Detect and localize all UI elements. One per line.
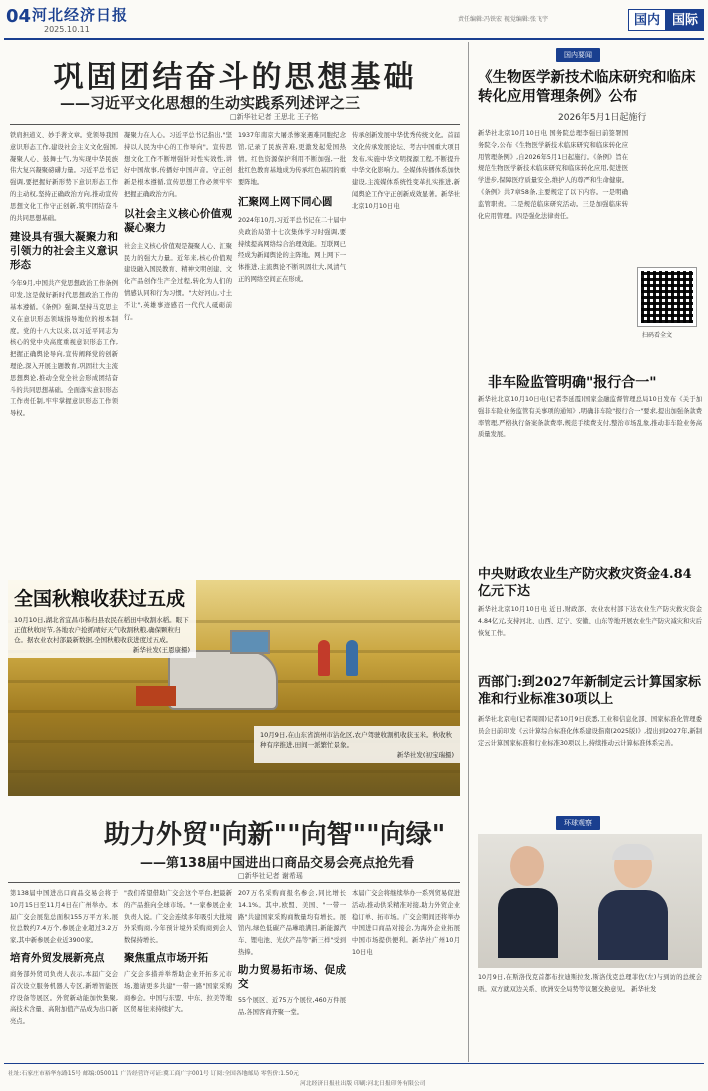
world-watch-badge: 环球观察 — [556, 816, 600, 830]
lead-subhead-2: 以社会主义核心价值观凝心聚力 — [124, 207, 232, 234]
qr-code[interactable] — [638, 268, 696, 326]
trade-column-1 — [10, 888, 118, 1058]
disaster-funds-headline: 中央财政农业生产防灾救灾资金4.84亿元下达 — [478, 567, 692, 599]
trade-column-2 — [124, 888, 232, 1058]
lead-byline: □新华社记者 王思北 王子铭 — [230, 113, 319, 121]
lead-col4-body: 传承创新发展中华优秀传统文化。首届文化传承发展论坛、考古中国重大项目发布,实施中华文明探源工程,不断提升中华文化影响力。全媒体传播体系加快建设,主流媒体系统性变革扎实推进,新闻舆论工作守正创新成效显著。新华社北京10月10日电 — [352, 132, 460, 210]
page-number: 04 — [6, 6, 32, 27]
trade-headline: 助力外贸"向新""向智""向绿" — [104, 820, 446, 850]
lead-column-4 — [352, 130, 460, 574]
lead-headline: 巩固团结奋斗的思想基础 — [53, 60, 417, 95]
trade-col4-body: 本届广交会将继续举办一系列贸易促进活动,推动供采精准对接,助力外贸企业稳订单、拓市场。广交会期间还将举办中国进口商品对接会,为海外企业拓展中国市场提供便利。新华社广州10月10日电 — [352, 890, 460, 956]
issue-date: 2025.10.11 — [44, 25, 90, 34]
lead-col2-body2: 社会主义核心价值观是凝聚人心、汇聚民力的强大力量。近年来,核心价值观建设融入国民教育、精神文明创建、文化产品创作生产全过程,转化为人们的情感认同和行为习惯。"大好河山,寸土不让",英雄事迹感召一代代人砥砺前行。 — [124, 242, 232, 321]
lead-col1-body: 今年9月,中国共产党思想政治工作条例印发,这是做好新时代思想政治工作的基本遵循。《条例》强调,坚持马克思主义在意识形态领域指导地位的根本制度。党的十八大以来,以习近平同志为核心的党中央高度重视意识形态工作,把握正确舆论导向,宣传阐释党的创新理论,深入开展主题教育,巩固壮大主流思想舆论,推动全党全社会形成团结奋斗的共同思想基础。全面落实意识形态工作责任制,牢牢掌握意识形态工作领导权。 — [10, 280, 118, 418]
harvest-photo — [8, 580, 460, 796]
leaders-photo — [478, 834, 702, 968]
trade-subhead-3: 助力贸易拓市场、促成交 — [238, 963, 346, 990]
trade-subhead-1: 培育外贸发展新亮点 — [10, 951, 105, 964]
footer-info: 社址:石家庄市裕华东路15号 邮编:050011 广告经营许可证:冀工商广字001号 订阅:全国各地邮局 零售价:1.50元 — [8, 1071, 299, 1077]
regulation-body: 新华社北京10月10日电 国务院总理李强日前签署国务院令,公布《生物医学新技术临床研究和临床转化应用管理条例》,自2026年5月1日起施行。《条例》旨在规范生物医学新技术临床研究和临床转化应用,促进医学进步,保障医疗质量安全,维护人的尊严和生命健康。《条例》共7章58条,主要规定了以下内容。一是明确监管职责。二是规范临床研究活动。三是加强临床转化应用管理。四是强化法律责任。 — [478, 130, 628, 220]
figure-right — [598, 844, 668, 954]
lead-subhead-3: 汇聚网上网下同心圆 — [238, 195, 333, 208]
trade-subhead-2: 聚焦重点市场开拓 — [124, 951, 208, 964]
disaster-funds-body: 新华社北京10月10日电 近日,财政部、农业农村部下达农业生产防灾救灾资金4.84亿元,支持河北、山西、辽宁、安徽、山东等地开展农业生产防灾减灾和灾后恢复工作。 — [478, 606, 702, 637]
trade-column-4 — [352, 888, 460, 1058]
footer-publisher: 河北经济日报社出版 印刷:河北日报印务有限公司 — [300, 1081, 426, 1087]
leaders-caption-text: 10月9日,在斯洛伐克首都布拉迪斯拉发,斯洛伐克总理菲佐(左)与到访的总统会晤。双方就双边关系、欧洲安全局势等议题交换意见。 — [478, 974, 702, 993]
lead-subheadline: ——习近平文化思想的生动实践系列述评之三 — [60, 94, 361, 112]
trade-subheadline: ——第138届中国进出口商品交易会亮点抢先看 — [140, 856, 415, 871]
trade-col2-body: "我们希望借助广交会这个平台,把最新的产品推向全球市场。"一家参展企业负责人说。广交会连续多年吸引大批境外采购商,今年预计境外采购商到会人数保持增长。 — [124, 890, 232, 945]
harvest-caption-2: 10月9日,在山东省滨州市沾化区,农户驾驶收割机收获玉米。秋收秋种有序推进,田间一派繁忙景象。 — [260, 731, 453, 749]
section-tag-international[interactable]: 国际 — [666, 9, 704, 31]
farmer-figure — [318, 640, 330, 676]
masthead-rule — [4, 38, 704, 40]
trade-byline: □新华社记者 谢希瑶 — [238, 872, 303, 880]
harvest-caption-box — [8, 580, 196, 658]
lead-subhead-1: 建设具有强大凝聚力和引领力的社会主义意识形态 — [10, 231, 118, 272]
editors-credit: 责任编辑:冯铁宏 视觉编辑:张飞宇 — [458, 16, 548, 23]
qr-label: 扫码看全文 — [642, 332, 673, 339]
trade-col1-body2: 商务部外贸司负责人表示,本届广交会首次设立服务机器人专区,新增智能医疗设备等展区。外贸新动能加快集聚,高技术含量、高附加值产品成为出口新亮点。 — [10, 970, 118, 1026]
insurance-body: 新华社北京10月10日电(记者李延霞)国家金融监督管理总局10日发布《关于加强非车险业务监管有关事项的通知》,明确非车险"报行合一"要求,提出加强条款费率管理,严格执行备案条款费率,规范手续费支付,整治市场乱象,推动非车险业务高质量发展。 — [478, 396, 702, 439]
trade-rule — [8, 882, 460, 883]
paper-name: 河北经济日报 — [32, 6, 129, 24]
footer-rule — [4, 1063, 704, 1064]
lead-column-2 — [124, 130, 232, 574]
harvester-illustration — [168, 650, 278, 710]
leaders-credit: 新华社发 — [631, 985, 657, 993]
regulation-headline: 《生物医学新技术临床研究和临床转化应用管理条例》公布 — [478, 69, 696, 105]
harvest-credit-2: 新华社发(初宝瑞摄) — [396, 751, 454, 759]
harvest-headline: 全国秋粮收获过五成 — [14, 588, 186, 610]
harvest-credit: 新华社发(王恩康摄) — [132, 646, 190, 654]
lead-col2-body: 凝聚力在人心。习近平总书记指出,"坚持以人民为中心的工作导向"。宣传思想文化工作不断增强针对性实效性,讲好中国故事,传播好中国声音。守正创新是根本遵循,宣传思想工作必须牢牢把握正确政治方向。 — [124, 132, 232, 198]
harvest-caption: 10月10日,湖北省宜昌市秭归县农民在稻田中收割水稻。眼下正值秋收时节,各地农户抢抓晴好天气收割秋粮,确保颗粒归仓。据农业农村部最新数据,全国秋粮收获进度过五成。 — [14, 616, 189, 644]
column-divider — [468, 42, 469, 1062]
regulation-subheadline: 2026年5月1日起施行 — [558, 113, 647, 123]
section-tag-domestic[interactable]: 国内 — [628, 9, 666, 31]
trade-col2-body2: 广交会多措并举帮助企业开拓多元市场,邀请更多共建"一带一路"国家采购商参会。中国与东盟、中东、拉美等地区贸易往来持续扩大。 — [124, 970, 232, 1014]
farmer-figure — [346, 640, 358, 676]
lead-col1-intro: 铁肩担道义、妙手著文章。党领导我国意识形态工作,建设社会主义文化强国,凝聚人心、鼓舞士气,为实现中华民族伟大复兴凝聚磅礴力量。习近平总书记强调,要把握好新形势下意识形态工作的主动权,坚持正确政治方向,推动宣传思想文化工作守正创新,筑牢团结奋斗的共同思想基础。 — [10, 132, 118, 222]
cloud-standards-body: 新华社北京电(记者周圆)记者10月9日获悉,工业和信息化部、国家标准化管理委员会日前印发《云计算综合标准化体系建设指南(2025版)》,提出到2027年,新制定云计算国家标准和行业标准30项以上,持续推动云计算标准体系完善。 — [478, 716, 702, 747]
lead-rule — [10, 124, 460, 125]
insurance-headline: 非车险监管明确"报行合一" — [488, 375, 657, 391]
trade-col3-body2: 55个展区、近75万个展位,460万件展品,各国客商齐聚一堂。 — [238, 996, 346, 1016]
domestic-news-badge: 国内要闻 — [556, 48, 600, 62]
leaders-caption — [478, 972, 702, 1056]
lead-column-3 — [238, 130, 346, 574]
lead-col3-body: 1937年南京大屠杀惨案遇难同胞纪念馆,记录了民族苦难,更激发起爱国热情。红色资源保护利用不断加强,一批批红色教育基地成为传承红色基因的重要阵地。 — [238, 132, 346, 187]
lead-col3-body2: 2024年10月,习近平总书记在二十届中央政治局第十七次集体学习时强调,要持续提高网络综合治理效能。互联网已经成为新闻舆论的主阵地。网上网下一体推进,主流舆论不断巩固壮大,风清气正的网络空间正在形成。 — [238, 216, 346, 283]
cloud-standards-headline: 西部门:到2027年新制定云计算国家标准和行业标准30项以上 — [478, 675, 701, 707]
lead-column-1 — [10, 130, 118, 574]
trade-column-3 — [238, 888, 346, 1058]
figure-left — [498, 846, 558, 946]
trade-col3-body: 207万名采购商报名参会,同比增长14.1%。其中,欧盟、美国、"一带一路"共建国家采购商数量均有增长。展馆内,绿色低碳产品琳琅满目,新能源汽车、锂电池、光伏产品等"新三样"受到热捧。 — [238, 890, 346, 956]
harvest-caption2-box — [254, 726, 460, 763]
trade-col1-body: 第138届中国进出口商品交易会将于10月15日至11月4日在广州举办。本届广交会展览总面积155万平方米,展位总数约7.4万个,参展企业超过3.2万家,其中新参展企业近3900家。 — [10, 890, 118, 945]
